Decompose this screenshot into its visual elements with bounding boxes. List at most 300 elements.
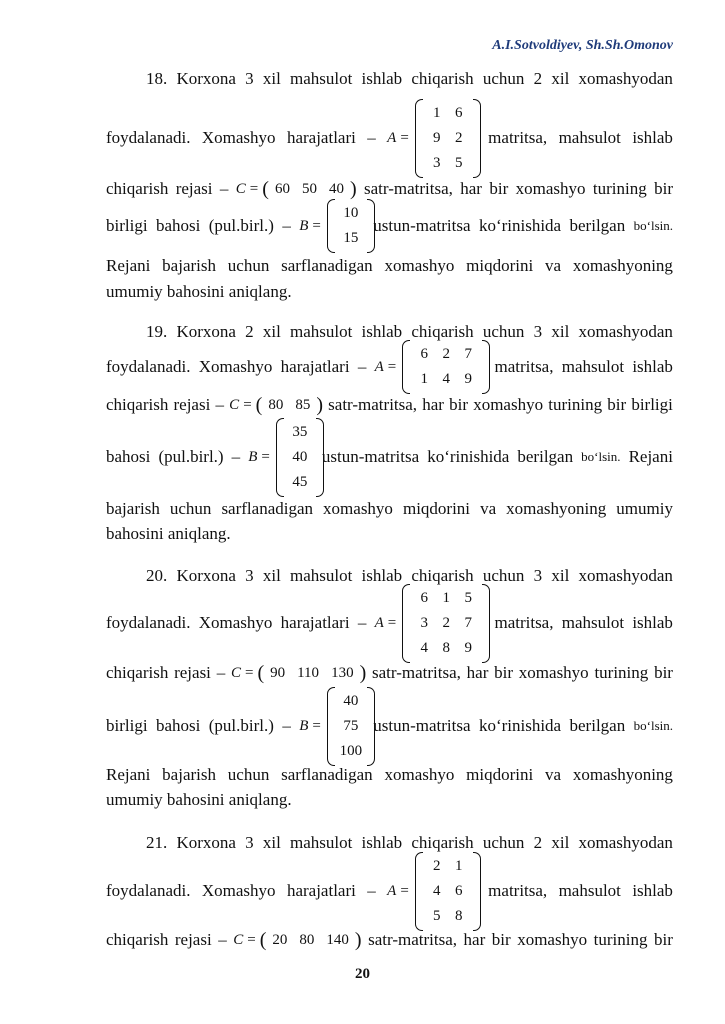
word: chiqarish: [411, 566, 474, 585]
word: xomashyo: [323, 499, 393, 518]
word: Xomashyo: [198, 357, 273, 376]
word: –: [357, 357, 367, 376]
problem-tail-line: [106, 764, 673, 786]
word: Xomashyo: [201, 881, 276, 900]
word: matritsa,: [494, 357, 554, 376]
matrix-a: [402, 340, 490, 394]
word: uchun: [482, 833, 525, 852]
word: –: [231, 447, 241, 466]
vector-b: [327, 199, 375, 253]
word: va: [544, 765, 562, 784]
word: sarflanadigan: [281, 765, 373, 784]
vector-b-line: [106, 715, 673, 737]
word: xomashyo: [473, 395, 544, 414]
matrix-cell: 1: [455, 857, 463, 874]
word: foydalanadi.: [106, 613, 191, 632]
word: ishlab: [361, 69, 403, 88]
right-paren: [367, 687, 375, 766]
word: xil: [551, 322, 570, 341]
word: xil: [551, 566, 570, 585]
matrix-cell: 8: [442, 639, 450, 656]
word: bir: [654, 663, 673, 682]
matrix-cell: 2: [442, 614, 450, 631]
problem-tail-line: [106, 255, 673, 277]
equals-sign: =: [247, 932, 256, 948]
matrix-cell: 6: [420, 589, 428, 606]
word: Rejani: [628, 447, 673, 466]
word: chiqarish: [106, 930, 169, 949]
word: harajatlari: [280, 357, 350, 376]
left-paren: [327, 199, 335, 253]
left-paren: [276, 418, 284, 497]
word: xomashyo: [518, 663, 589, 682]
right-paren: ): [354, 929, 362, 951]
word: 2: [533, 69, 543, 88]
matrix-cell: 6: [455, 104, 463, 121]
word: rejasi: [174, 930, 212, 949]
matrix-row: [413, 367, 479, 392]
word: turining: [594, 663, 649, 682]
matrix-cell: 100: [339, 742, 363, 759]
word: xomashyo: [384, 256, 455, 275]
matrix-row: [338, 739, 364, 764]
word: (pul.birl.): [158, 447, 224, 466]
matrix-row: [426, 151, 470, 176]
word: bir: [654, 179, 673, 198]
word: ishlab: [632, 881, 673, 900]
row-vector: [260, 929, 362, 951]
matrix-cell: 2: [433, 857, 441, 874]
word: bajarish: [162, 765, 216, 784]
word: turining: [592, 179, 647, 198]
word: –: [367, 128, 376, 147]
word: har: [422, 395, 444, 414]
vector-b-var: B: [299, 718, 309, 734]
word: bo‘lsin.: [633, 218, 673, 233]
word: har: [466, 663, 489, 682]
matrix-cell: 8: [455, 907, 463, 924]
word: xomashyoning: [506, 499, 607, 518]
matrix-cell: 2: [442, 346, 450, 362]
matrix-cell: 15: [343, 230, 359, 246]
problem-tail-line: umumiy bahosini aniqlang.: [106, 790, 292, 809]
word: berilgan: [569, 216, 626, 235]
word: matritsa,: [494, 613, 554, 632]
word: xil: [262, 833, 281, 852]
word: bahosi: [155, 216, 201, 235]
word: xomashyodan: [578, 833, 673, 852]
word: mahsulot: [561, 613, 625, 632]
word: Korxona: [176, 69, 236, 88]
word: ishlab: [632, 128, 673, 147]
row-vector-value: 80: [268, 397, 284, 413]
word: 3: [245, 833, 254, 852]
matrix-cell: 6: [420, 346, 428, 362]
word: berilgan: [517, 447, 574, 466]
matrix-cell: 3: [433, 154, 441, 171]
matrix-a-var: A: [387, 883, 397, 899]
word: birligi: [106, 716, 148, 735]
word: satr-matritsa,: [328, 395, 418, 414]
matrix-a-line: [106, 880, 673, 902]
row-vector-value: 40: [328, 181, 344, 197]
word: mahsulot: [290, 566, 353, 585]
word: –: [219, 179, 229, 198]
word: Korxona: [176, 322, 236, 341]
right-paren: ): [349, 178, 357, 200]
matrix-a: [415, 99, 481, 178]
matrix-row: [426, 879, 470, 904]
word: –: [215, 395, 224, 414]
word: 19.: [146, 322, 168, 341]
matrix-cell: 7: [464, 614, 472, 631]
word: matritsa,: [488, 128, 548, 147]
matrix-cell: 40: [343, 692, 359, 709]
matrix-cell: 1: [442, 589, 450, 606]
word: bir: [494, 663, 514, 682]
word: bir: [449, 395, 469, 414]
row-vector-value: 20: [272, 932, 288, 948]
word: –: [282, 716, 291, 735]
word: uchun: [482, 69, 525, 88]
word: mahsulot: [290, 322, 353, 341]
vector-c: [229, 394, 323, 416]
vector-c: [236, 178, 357, 200]
word: matritsa,: [488, 881, 548, 900]
row-vector: [256, 394, 323, 416]
word: bir: [654, 930, 673, 949]
equals-sign: =: [243, 397, 252, 413]
equals-sign: =: [387, 359, 397, 375]
word: bahosi: [155, 716, 201, 735]
vector-c-var: C: [229, 397, 240, 413]
vector-c-var: C: [233, 932, 244, 948]
left-paren: (: [259, 929, 267, 951]
matrix-row: [287, 420, 313, 445]
word: bo‘lsin.: [633, 718, 673, 733]
matrix-cell: 4: [433, 882, 441, 899]
word: 3: [245, 69, 254, 88]
word: miqdorini: [466, 765, 534, 784]
matrix-row: [338, 714, 364, 739]
word: Rejani: [106, 765, 151, 784]
word: (pul.birl.): [208, 216, 274, 235]
row-vector: [257, 662, 366, 684]
word: bajarish: [106, 499, 160, 518]
word: xomashyodan: [578, 322, 673, 341]
equals-sign: =: [312, 718, 321, 734]
word: ishlab: [361, 322, 403, 341]
word: miqdorini: [466, 256, 534, 275]
word: ko‘rinishida: [427, 447, 510, 466]
right-paren: [473, 852, 481, 931]
matrix-row: [413, 636, 479, 661]
word: mahsulot: [558, 881, 621, 900]
word: ishlab: [632, 613, 673, 632]
matrix-cell: 5: [433, 907, 441, 924]
vector-c-line: [106, 178, 673, 200]
word: xil: [262, 322, 281, 341]
right-paren: [482, 584, 490, 663]
row-vector-value: 140: [326, 932, 349, 948]
word: uchun: [482, 322, 525, 341]
row-vector-value: 80: [299, 932, 315, 948]
matrix-cell: 40: [292, 448, 308, 465]
word: sarflanadigan: [281, 256, 373, 275]
vector-c-var: C: [235, 181, 246, 197]
word: birligi: [106, 216, 148, 235]
word: mahsulot: [290, 69, 353, 88]
right-paren: [367, 199, 375, 253]
word: –: [367, 881, 376, 900]
vector-c-var: C: [230, 665, 241, 681]
matrix-cell: 4: [420, 639, 428, 656]
word: rejasi: [174, 663, 211, 682]
word: ishlab: [632, 357, 673, 376]
matrix-row: [413, 611, 479, 636]
word: mahsulot: [561, 357, 625, 376]
word: ustun-matritsa: [321, 447, 420, 466]
word: xomashyo: [517, 930, 588, 949]
word: –: [282, 216, 291, 235]
vector-b: [276, 418, 324, 497]
matrix-cell: 35: [292, 423, 308, 440]
matrix-row: [338, 226, 364, 251]
matrix-cell: 1: [420, 371, 428, 387]
row-vector-value: 85: [295, 397, 311, 413]
vector-c-line: [106, 394, 673, 416]
word: 3: [533, 322, 543, 341]
matrix-row: [426, 101, 470, 126]
left-paren: (: [257, 662, 265, 684]
word: chiqarish: [106, 663, 169, 682]
word: ustun-matritsa: [373, 716, 471, 735]
matrix-a-var: A: [387, 130, 397, 146]
matrix-cell: 6: [455, 882, 463, 899]
problem-intro-line: [146, 68, 673, 90]
word: rejasi: [173, 395, 211, 414]
matrix-cell: 5: [455, 154, 463, 171]
equals-sign: =: [244, 665, 254, 681]
matrix-cell: 10: [343, 205, 359, 221]
word: –: [357, 613, 367, 632]
row-vector-value: 60: [274, 181, 290, 197]
word: 18.: [146, 69, 168, 88]
left-paren: [415, 99, 423, 178]
word: Xomashyo: [198, 613, 273, 632]
word: chiqarish: [411, 833, 474, 852]
equals-sign: =: [400, 130, 409, 146]
word: sarflanadigan: [221, 499, 314, 518]
word: ko‘rinishida: [478, 216, 562, 235]
row-vector-value: 50: [301, 181, 317, 197]
row-vector: [262, 178, 356, 200]
matrix-cell: 2: [455, 129, 463, 146]
word: 21.: [146, 833, 168, 852]
word: –: [216, 663, 226, 682]
word: chiqarish: [411, 69, 474, 88]
right-paren: ): [359, 662, 367, 684]
word: harajatlari: [286, 128, 356, 147]
matrix-cell: 1: [433, 104, 441, 121]
word: ko‘rinishida: [478, 716, 562, 735]
word: xomashyodan: [578, 566, 673, 585]
vector-c-line: [106, 662, 673, 684]
word: satr-matritsa,: [372, 663, 461, 682]
word: Korxona: [176, 566, 236, 585]
word: satr-matritsa,: [363, 179, 453, 198]
vector-b-line: [106, 446, 673, 468]
vector-b-line: [106, 215, 673, 237]
word: berilgan: [569, 716, 626, 735]
word: chiqarish: [106, 179, 169, 198]
word: uchun: [227, 765, 270, 784]
word: xomashyodan: [578, 69, 673, 88]
word: uchun: [169, 499, 212, 518]
matrix-cell: 9: [464, 371, 472, 387]
word: Xomashyo: [201, 128, 276, 147]
left-paren: [327, 687, 335, 766]
left-paren: (: [262, 178, 269, 200]
matrix-body: [423, 99, 473, 178]
matrix-row: [426, 904, 470, 929]
problem-tail-line: bahosini aniqlang.: [106, 524, 231, 543]
equals-sign: =: [387, 615, 397, 631]
matrix-body: [335, 199, 367, 253]
matrix-cell: 75: [343, 717, 359, 734]
left-paren: [402, 584, 410, 663]
word: 2: [533, 833, 543, 852]
word: xomashyoning: [572, 256, 673, 275]
vector-c: [231, 662, 366, 684]
equals-sign: =: [400, 883, 409, 899]
matrix-a-line: [106, 612, 673, 634]
word: rejasi: [175, 179, 213, 198]
matrix-a: [415, 852, 481, 931]
word: xil: [262, 69, 281, 88]
word: foydalanadi.: [106, 128, 191, 147]
word: 3: [245, 566, 254, 585]
word: (pul.birl.): [208, 716, 274, 735]
word: satr-matritsa,: [368, 930, 457, 949]
word: bajarish: [162, 256, 216, 275]
page-header-authors: A.I.Sotvoldiyev, Sh.Sh.Omonov: [492, 38, 673, 53]
row-vector-value: 90: [270, 665, 286, 681]
word: har: [463, 930, 486, 949]
word: –: [218, 930, 227, 949]
left-paren: [415, 852, 423, 931]
matrix-body: [410, 584, 482, 663]
word: foydalanadi.: [106, 357, 191, 376]
right-paren: [482, 340, 490, 394]
word: uchun: [482, 566, 525, 585]
matrix-cell: 9: [433, 129, 441, 146]
matrix-body: [284, 418, 316, 497]
matrix-a-var: A: [374, 359, 384, 375]
word: 2: [245, 322, 254, 341]
word: 3: [533, 566, 543, 585]
matrix-cell: 45: [292, 473, 308, 490]
word: harajatlari: [280, 613, 350, 632]
word: birligi: [631, 395, 673, 414]
left-paren: [402, 340, 410, 394]
word: har: [460, 179, 482, 198]
word: harajatlari: [286, 881, 356, 900]
word: bahosi: [106, 447, 151, 466]
word: chiqarish: [106, 395, 169, 414]
matrix-row: [426, 854, 470, 879]
word: xil: [551, 833, 570, 852]
matrix-row: [413, 586, 479, 611]
page-number: 20: [355, 966, 370, 982]
word: ishlab: [361, 566, 403, 585]
right-paren: [316, 418, 324, 497]
word: ustun-matritsa: [373, 216, 471, 235]
matrix-cell: 7: [464, 346, 472, 362]
matrix-body: [410, 340, 482, 394]
word: va: [544, 256, 562, 275]
word: 20.: [146, 566, 168, 585]
matrix-row: [287, 445, 313, 470]
matrix-a-line: [106, 356, 673, 378]
word: mahsulot: [290, 833, 353, 852]
row-vector-value: 110: [297, 665, 320, 681]
word: chiqarish: [411, 322, 474, 341]
word: xil: [551, 69, 570, 88]
equals-sign: =: [249, 181, 259, 197]
matrix-row: [426, 126, 470, 151]
vector-c: [233, 929, 361, 951]
word: miqdorini: [402, 499, 471, 518]
word: mahsulot: [558, 128, 621, 147]
vector-b: [327, 687, 375, 766]
word: bo‘lsin.: [581, 449, 621, 464]
problem-tail-line: umumiy bahosini aniqlang.: [106, 282, 292, 301]
problem-intro-line: [146, 832, 673, 854]
word: turining: [593, 930, 648, 949]
matrix-cell: 4: [442, 371, 450, 387]
row-vector-value: 130: [331, 665, 354, 681]
word: va: [480, 499, 497, 518]
word: Rejani: [106, 256, 151, 275]
matrix-cell: 5: [464, 589, 472, 606]
word: umumiy: [616, 499, 673, 518]
right-paren: ): [316, 394, 323, 416]
matrix-body: [335, 687, 367, 766]
vector-b-var: B: [299, 218, 309, 234]
matrix-cell: 3: [420, 614, 428, 631]
matrix-cell: 9: [464, 639, 472, 656]
matrix-body: [423, 852, 473, 931]
word: xomashyo: [515, 179, 586, 198]
word: foydalanadi.: [106, 881, 191, 900]
equals-sign: =: [312, 218, 321, 234]
matrix-row: [338, 201, 364, 226]
matrix-a-line: [106, 127, 673, 149]
word: xil: [262, 566, 281, 585]
matrix-row: [287, 470, 313, 495]
word: xomashyoning: [572, 765, 673, 784]
right-paren: [473, 99, 481, 178]
matrix-row: [413, 342, 479, 367]
word: Korxona: [176, 833, 236, 852]
matrix-row: [338, 689, 364, 714]
vector-b-var: B: [248, 449, 258, 465]
word: bir: [607, 395, 627, 414]
word: bir: [491, 930, 511, 949]
word: uchun: [227, 256, 270, 275]
matrix-a-var: A: [374, 615, 384, 631]
